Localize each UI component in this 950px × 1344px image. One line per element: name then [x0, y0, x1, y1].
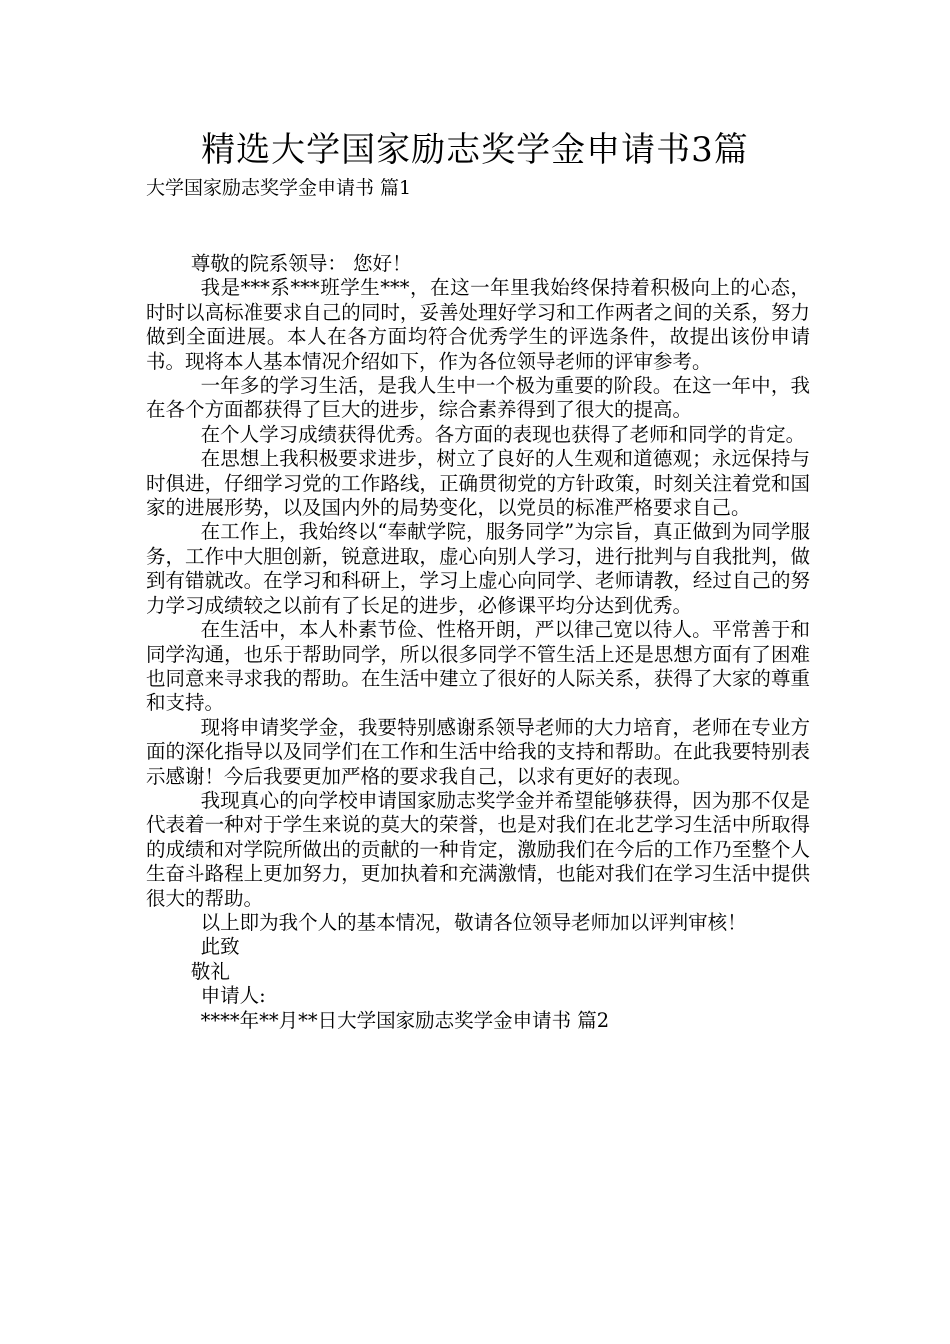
greeting: 尊敬的院系领导： 您好！	[190, 252, 412, 275]
salutation-line-2: 敬礼	[190, 959, 230, 983]
paragraph: 以上即为我个人的基本情况，敬请各位领导老师加以评判审核！	[200, 910, 747, 934]
salutation-line-1: 此致	[200, 935, 240, 959]
paragraph: 一年多的学习生活，是我人生中一个极为重要的阶段。在这一年中，我在各个方面都获得了巨大的进步，综合素养得到了很大的提高。	[146, 374, 810, 422]
paragraph: 在工作上，我始终以“奉献学院，服务同学”为宗旨，真正做到为同学服务，工作中大胆创新，锐意进取，虚心向别人学习，进行批判与自我批判，做到有错就改。在学习和科研上，学习上虚心向同学、老师请教，经过自己的努力学习成绩较之以前有了长足的进步，必修课平均分达到优秀。	[146, 520, 810, 617]
applicant-line: 申请人:	[200, 984, 266, 1008]
paragraph: 在个人学习成绩获得优秀。各方面的表现也获得了老师和同学的肯定。	[200, 422, 806, 446]
paragraph: 我现真心的向学校申请国家励志奖学金并希望能够获得，因为那不仅是代表着一种对于学生来说的莫大的荣誉，也是对我们在北艺学习生活中所取得的成绩和对学院所做出的贡献的一种肯定，激励我们在今后的工作乃至整个人生奋斗路程上更加努力，更加执着和充满激情，也能对我们在学习生活中提供很大的帮助。	[146, 788, 810, 910]
section-heading: 大学国家励志奖学金申请书 篇1	[146, 177, 412, 199]
letter-body	[146, 252, 810, 1033]
document-title: 精选大学国家励志奖学金申请书3篇	[201, 130, 749, 170]
date-line: ****年**月**日大学国家励志奖学金申请书 篇2	[200, 1008, 610, 1032]
paragraph: 在生活中，本人朴素节俭、性格开朗，严以律己宽以待人。平常善于和同学沟通，也乐于帮助同学，所以很多同学不管生活上还是思想方面有了困难也同意来寻求我的帮助。在生活中建立了很好的人际关系，获得了大家的尊重和支持。	[146, 618, 810, 715]
paragraph: 我是***系***班学生***，在这一年里我始终保持着积极向上的心态，时时以高标准要求自己的同时，妥善处理好学习和工作两者之间的关系，努力做到全面进展。本人在各方面均符合优秀学生的评选条件，故提出该份申请书。现将本人基本情况介绍如下，作为各位领导老师的评审参考。	[146, 276, 810, 373]
paragraph: 在思想上我积极要求进步，树立了良好的人生观和道德观；永远保持与时俱进，仔细学习党的工作路线，正确贯彻党的方针政策，时刻关注着党和国家的进展形势，以及国内外的局势变化，以党员的标准严格要求自己。	[146, 447, 810, 520]
paragraph: 现将申请奖学金，我要特别感谢系领导老师的大力培育，老师在专业方面的深化指导以及同学们在工作和生活中给我的支持和帮助。在此我要特别表示感谢！今后我要更加严格的要求我自己，以求有更好的表现。	[146, 715, 810, 788]
